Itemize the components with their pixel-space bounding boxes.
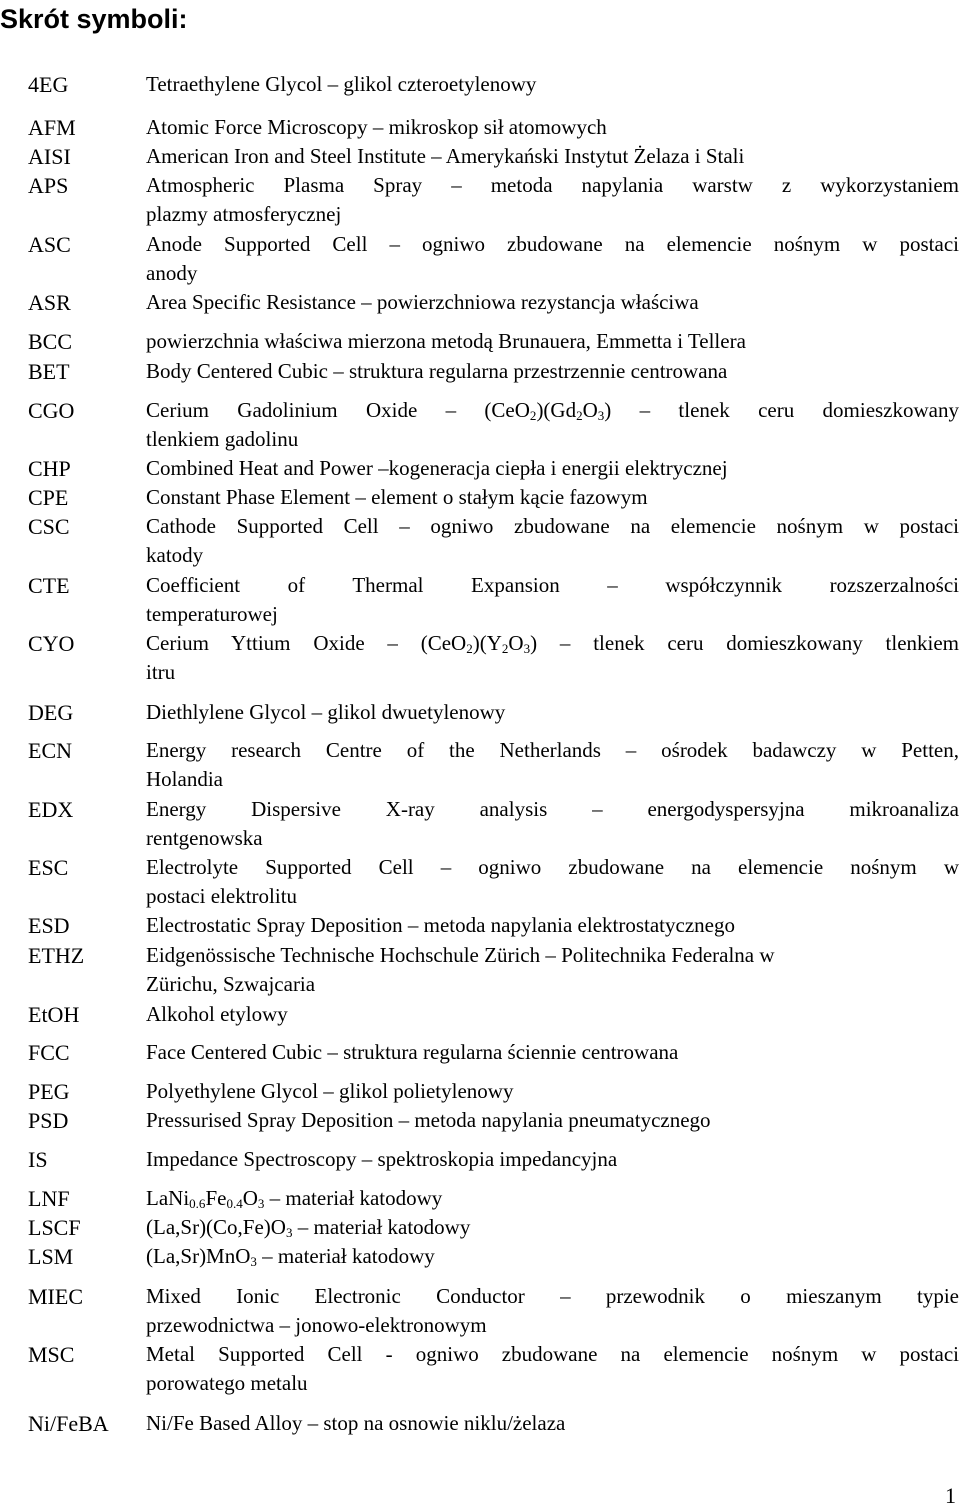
- definition-line: [146, 736, 959, 765]
- abbreviation-term: AISI: [28, 144, 71, 169]
- definition-text: Metal Supported Cell - ogniwo zbudowane na elemencie nośnym w postaci: [146, 1342, 959, 1366]
- definition-line: [146, 1000, 959, 1029]
- abbreviation-definition: [146, 1242, 959, 1271]
- definition-text: Energy research Centre of the Netherlands – ośrodek badawczy w Petten,: [146, 738, 959, 762]
- definition-text: temperaturowej: [146, 602, 278, 627]
- definition-text: itru: [146, 660, 176, 685]
- abbreviation-definition: [146, 941, 959, 1000]
- definition-line: [146, 698, 959, 727]
- definition-text: Energy Dispersive X-ray analysis – energodyspersyjna mikroanaliza: [146, 797, 959, 821]
- definition-text: Combined Heat and Power –kogeneracja ciepła i energii elektrycznej: [146, 456, 728, 480]
- subscript: 2: [501, 640, 509, 656]
- definition-text: przewodnictwa – jonowo-elektronowym: [146, 1313, 487, 1338]
- definition-line: [146, 1077, 959, 1106]
- definition-text: plazmy atmosferycznej: [146, 202, 342, 227]
- abbreviation-term: FCC: [28, 1040, 70, 1065]
- definition-text: O: [242, 1186, 258, 1210]
- definition-text: powierzchnia właściwa mierzona metodą Brunauera, Emmetta i Tellera: [146, 329, 746, 353]
- abbreviation-term: ECN: [28, 738, 72, 763]
- definition-line: [146, 1213, 959, 1242]
- definition-line: [146, 230, 959, 259]
- definition-text: katody: [146, 543, 204, 568]
- abbreviation-definition: [146, 70, 959, 99]
- definition-text: – materiał katodowy: [264, 1186, 443, 1210]
- abbreviation-definition: [146, 327, 959, 356]
- abbreviation-term: BET: [28, 359, 70, 384]
- definition-line: [146, 911, 959, 940]
- definition-line: [146, 765, 959, 794]
- definition-text: postaci elektrolitu: [146, 884, 298, 909]
- abbreviation-term: MSC: [28, 1342, 75, 1367]
- abbreviation-term: CTE: [28, 573, 70, 598]
- definition-text: (La,Sr)MnO: [146, 1244, 251, 1268]
- definition-line: [146, 113, 959, 142]
- definition-line: [146, 200, 959, 229]
- abbreviation-term: CPE: [28, 485, 69, 510]
- definition-line: [146, 541, 959, 570]
- abbreviation-definition: [146, 1145, 959, 1174]
- definition-text: Atmospheric Plasma Spray – metoda napylania warstw z wykorzystaniem: [146, 173, 959, 197]
- abbreviation-term: ASR: [28, 290, 71, 315]
- definition-text: porowatego metalu: [146, 1371, 308, 1396]
- definition-text: )(Y: [472, 631, 502, 655]
- definition-text: Eidgenössische Technische Hochschule Zürich – Politechnika Federalna w: [146, 943, 775, 967]
- definition-line: [146, 600, 959, 629]
- subscript: 0.6: [189, 1195, 206, 1211]
- definition-line: [146, 1038, 959, 1067]
- abbreviation-definition: [146, 230, 959, 289]
- definition-line: [146, 1311, 959, 1340]
- definition-line: [146, 1409, 959, 1438]
- definition-text: ) – tlenek ceru domieszkowany: [604, 398, 959, 422]
- definition-line: [146, 288, 959, 317]
- abbreviation-definition: [146, 1282, 959, 1341]
- definition-text: Constant Phase Element – element o stałym kącie fazowym: [146, 485, 648, 509]
- definition-line: [146, 824, 959, 853]
- definition-line: [146, 571, 959, 600]
- abbreviation-definition: [146, 1106, 959, 1135]
- definition-text: Cerium Gadolinium Oxide – (CeO: [146, 398, 530, 422]
- definition-text: Pressurised Spray Deposition – metoda napylania pneumatycznego: [146, 1108, 711, 1132]
- abbreviation-definition: [146, 113, 959, 142]
- definition-text: Electrolyte Supported Cell – ogniwo zbudowane na elemencie nośnym w: [146, 855, 959, 879]
- definition-line: [146, 1340, 959, 1369]
- definition-line: [146, 795, 959, 824]
- abbreviation-term: Ni/FeBA: [28, 1411, 109, 1436]
- abbreviation-term: LSM: [28, 1244, 74, 1269]
- abbreviation-term: AFM: [28, 115, 76, 140]
- definition-line: [146, 425, 959, 454]
- definition-text: Holandia: [146, 767, 223, 792]
- definition-line: [146, 454, 959, 483]
- abbreviation-definition: [146, 288, 959, 317]
- abbreviation-definition: [146, 1000, 959, 1029]
- subscript: 2: [576, 407, 583, 423]
- definition-line: [146, 1282, 959, 1311]
- definition-text: rentgenowska: [146, 826, 263, 851]
- definition-text: Face Centered Cubic – struktura regularna ściennie centrowana: [146, 1040, 679, 1064]
- abbreviation-definition: [146, 629, 959, 688]
- definition-text: Cathode Supported Cell – ogniwo zbudowane na elemencie nośnym w postaci: [146, 514, 959, 538]
- abbreviation-term: MIEC: [28, 1284, 83, 1309]
- abbreviation-term: ESD: [28, 913, 70, 938]
- definition-text: Fe: [205, 1186, 227, 1210]
- abbreviation-definition: [146, 1213, 959, 1242]
- abbreviation-term: CYO: [28, 631, 75, 656]
- abbreviation-definition: [146, 1184, 959, 1213]
- page-title: Skrót symboli:: [0, 4, 188, 34]
- abbreviation-term: CGO: [28, 398, 75, 423]
- abbreviation-term: IS: [28, 1147, 48, 1172]
- abbreviation-definition: [146, 396, 959, 455]
- definition-line: [146, 882, 959, 911]
- abbreviation-definition: [146, 142, 959, 171]
- definition-text: anody: [146, 261, 198, 286]
- definition-text: Mixed Ionic Electronic Conductor – przewodnik o mieszanym typie: [146, 1284, 959, 1308]
- abbreviation-term: ASC: [28, 232, 71, 257]
- definition-text: Zürichu, Szwajcaria: [146, 972, 316, 997]
- definition-line: [146, 357, 959, 386]
- definition-text: Coefficient of Thermal Expansion – współczynnik rozszerzalności: [146, 573, 959, 597]
- definition-text: – materiał katodowy: [292, 1215, 471, 1239]
- subscript: 3: [257, 1195, 265, 1211]
- subscript: 2: [529, 407, 537, 423]
- definition-text: Tetraethylene Glycol – glikol czteroetylenowy: [146, 72, 537, 96]
- definition-text: tlenkiem gadolinu: [146, 427, 299, 452]
- definition-text: Polyethylene Glycol – glikol polietylenowy: [146, 1079, 514, 1103]
- definition-line: [146, 1242, 959, 1271]
- definition-text: Impedance Spectroscopy – spektroskopia impedancyjna: [146, 1147, 618, 1171]
- abbreviation-definition: [146, 911, 959, 940]
- abbreviation-term: PEG: [28, 1079, 70, 1104]
- definition-line: [146, 658, 959, 687]
- abbreviation-definition: [146, 454, 959, 483]
- abbreviation-definition: [146, 1409, 959, 1438]
- abbreviation-term: LSCF: [28, 1215, 81, 1240]
- abbreviation-definition: [146, 512, 959, 571]
- definition-line: [146, 396, 959, 425]
- definition-text: Diethlylene Glycol – glikol dwuetylenowy: [146, 700, 506, 724]
- definition-text: Electrostatic Spray Deposition – metoda napylania elektrostatycznego: [146, 913, 735, 937]
- definition-line: [146, 629, 959, 658]
- abbreviation-definition: [146, 1340, 959, 1399]
- abbreviation-definition: [146, 1077, 959, 1106]
- definition-line: [146, 853, 959, 882]
- abbreviation-definition: [146, 483, 959, 512]
- abbreviation-term: BCC: [28, 329, 73, 354]
- definition-text: Alkohol etylowy: [146, 1002, 288, 1026]
- definition-line: [146, 970, 959, 999]
- definition-text: Atomic Force Microscopy – mikroskop sił atomowych: [146, 115, 607, 139]
- definition-line: [146, 941, 959, 970]
- subscript: 0.4: [226, 1195, 243, 1211]
- abbreviation-term: APS: [28, 173, 69, 198]
- definition-line: [146, 1145, 959, 1174]
- subscript: 3: [523, 640, 531, 656]
- definition-line: [146, 1184, 959, 1213]
- definition-text: (La,Sr)(Co,Fe)O: [146, 1215, 286, 1239]
- definition-text: O: [508, 631, 524, 655]
- definition-line: [146, 70, 959, 99]
- definition-text: LaNi: [146, 1186, 190, 1210]
- abbreviation-definition: [146, 1038, 959, 1067]
- definition-line: [146, 1106, 959, 1135]
- definition-line: [146, 171, 959, 200]
- abbreviation-definition: [146, 853, 959, 912]
- definition-text: Anode Supported Cell – ogniwo zbudowane na elemencie nośnym w postaci: [146, 232, 959, 256]
- definition-text: American Iron and Steel Institute – Amerykański Instytut Żelaza i Stali: [146, 144, 745, 168]
- abbreviation-term: CHP: [28, 456, 71, 481]
- definition-line: [146, 512, 959, 541]
- abbreviation-definition: [146, 571, 959, 630]
- subscript: 2: [466, 640, 473, 656]
- abbreviation-term: CSC: [28, 514, 70, 539]
- definition-text: – materiał katodowy: [256, 1244, 435, 1268]
- definition-line: [146, 142, 959, 171]
- definition-text: Ni/Fe Based Alloy – stop na osnowie niklu/żelaza: [146, 1411, 566, 1435]
- definition-text: Body Centered Cubic – struktura regularna przestrzennie centrowana: [146, 359, 728, 383]
- definition-line: [146, 327, 959, 356]
- abbreviation-term: 4EG: [28, 72, 69, 97]
- abbreviation-term: PSD: [28, 1108, 69, 1133]
- abbreviation-definition: [146, 698, 959, 727]
- page-number: 1: [945, 1483, 956, 1508]
- definition-text: O: [582, 398, 598, 422]
- abbreviation-definition: [146, 171, 959, 230]
- abbreviation-term: ESC: [28, 855, 69, 880]
- definition-text: )(Gd: [536, 398, 577, 422]
- definition-text: ) – tlenek ceru domieszkowany tlenkiem: [530, 631, 959, 655]
- abbreviation-term: EtOH: [28, 1002, 80, 1027]
- abbreviation-definition: [146, 357, 959, 386]
- definition-text: Cerium Yttium Oxide – (CeO: [146, 631, 467, 655]
- abbreviation-term: EDX: [28, 797, 74, 822]
- abbreviation-term: ETHZ: [28, 943, 85, 968]
- abbreviation-definition: [146, 795, 959, 854]
- definition-line: [146, 259, 959, 288]
- abbreviation-term: DEG: [28, 700, 74, 725]
- definition-line: [146, 1369, 959, 1398]
- definition-line: [146, 483, 959, 512]
- abbreviation-term: LNF: [28, 1186, 70, 1211]
- subscript: 3: [597, 407, 605, 423]
- definition-text: Area Specific Resistance – powierzchniowa rezystancja właściwa: [146, 290, 699, 314]
- subscript: 3: [285, 1224, 293, 1240]
- subscript: 3: [250, 1253, 257, 1269]
- abbreviation-definition: [146, 736, 959, 795]
